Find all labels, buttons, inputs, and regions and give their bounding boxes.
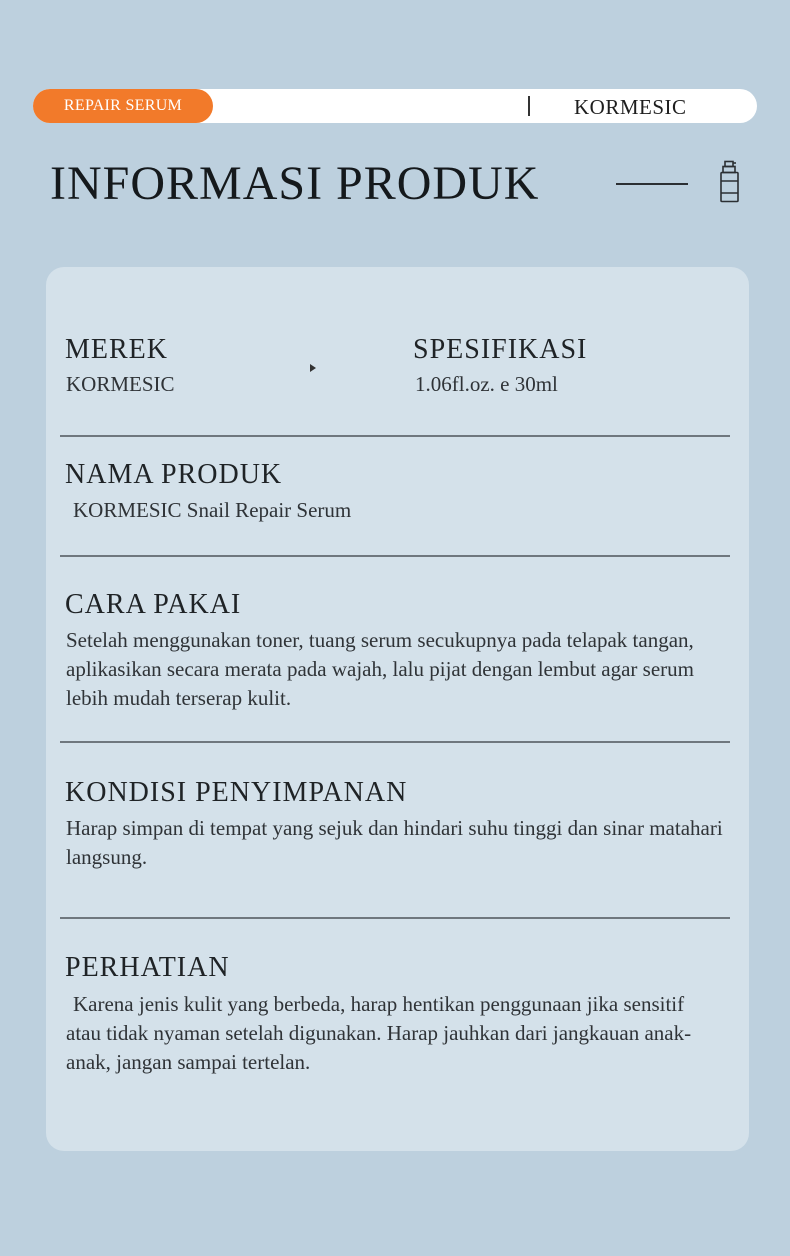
storage-value: Harap simpan di tempat yang sejuk dan hindari suhu tinggi dan sinar matahari langsung. [66, 816, 723, 869]
storage-label: KONDISI PENYIMPANAN [65, 777, 408, 808]
title-rule [616, 183, 688, 185]
usage-value: Setelah menggunakan toner, tuang serum secukupnya pada telapak tangan, aplikasikan secara merata pada wajah, lalu pijat dengan lembut agar serum lebih mudah terserap kulit. [66, 628, 694, 710]
section-divider [60, 435, 730, 437]
brand-label: MEREK [65, 334, 168, 365]
brand-value: KORMESIC [66, 372, 175, 396]
spec-value: 1.06fl.oz. e 30ml [415, 372, 558, 396]
section-divider [60, 917, 730, 919]
section-divider [60, 741, 730, 743]
brand-logo: KORMESIC [574, 95, 687, 119]
caution-label: PERHATIAN [65, 952, 230, 983]
caution-value: Karena jenis kulit yang berbeda, harap hentikan penggunaan jika sensitif atau tidak nyaman setelah digunakan. Harap jauhkan dari jangkauan anak-anak, jangan sampai tertelan. [66, 992, 692, 1074]
usage-label: CARA PAKAI [65, 589, 242, 620]
spec-label: SPESIFIKASI [413, 334, 588, 365]
serum-bottle-icon [718, 160, 742, 204]
page-title: INFORMASI PRODUK [50, 157, 540, 210]
play-arrow-icon [310, 364, 316, 372]
category-tag: REPAIR SERUM [33, 89, 213, 123]
header-divider [528, 96, 530, 116]
section-divider [60, 555, 730, 557]
product-name-label: NAMA PRODUK [65, 459, 283, 490]
product-name-value: KORMESIC Snail Repair Serum [73, 498, 352, 522]
header-bar [33, 89, 757, 123]
product-info-card [46, 267, 749, 1151]
